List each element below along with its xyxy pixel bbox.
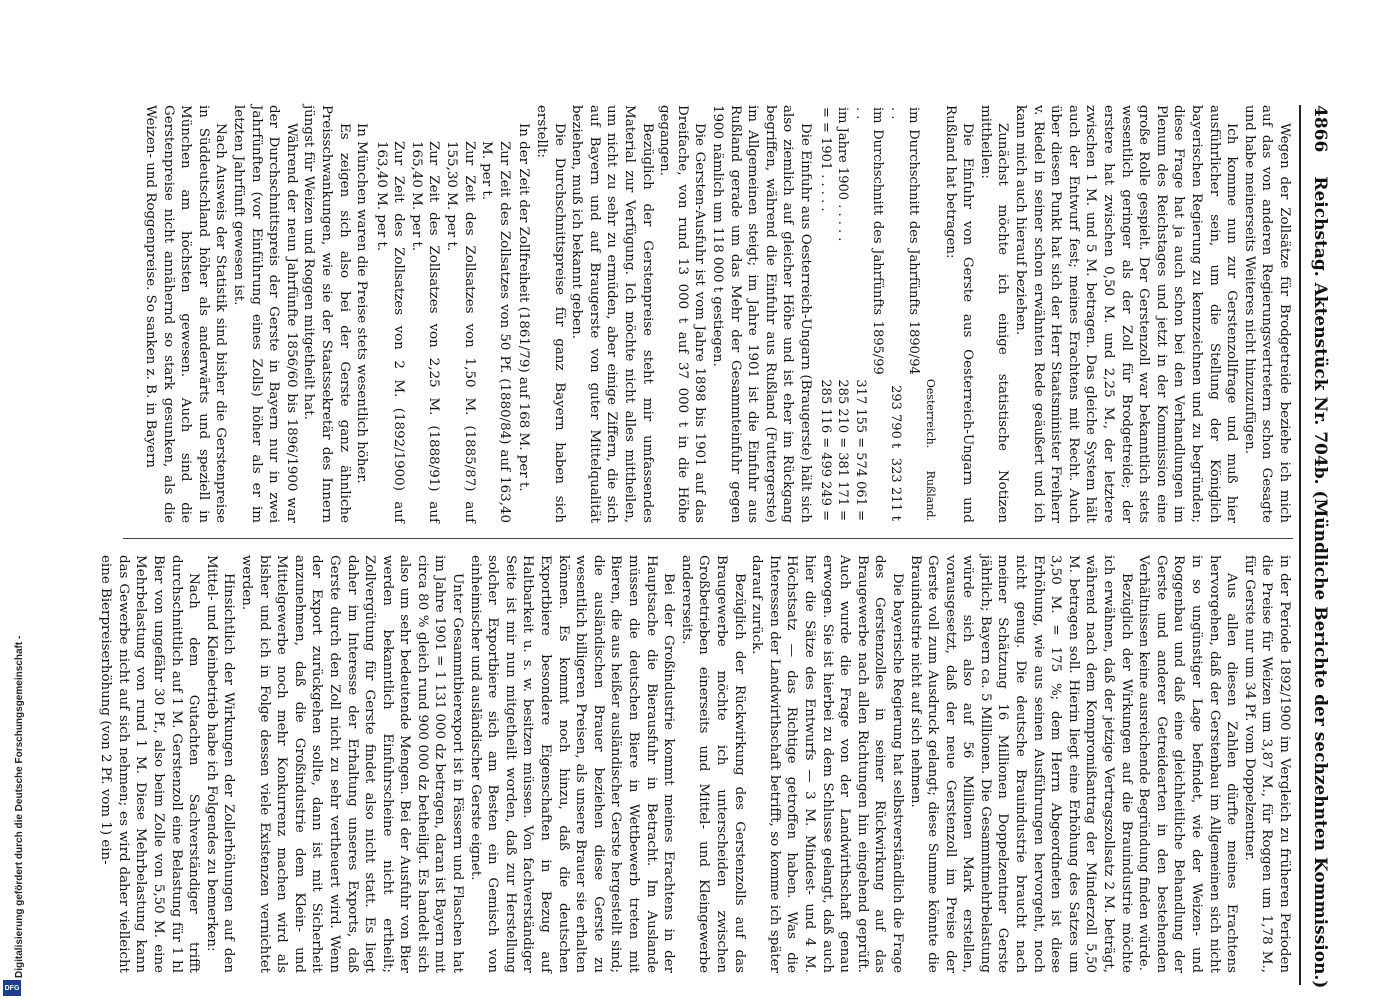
- table-row: [834, 105, 852, 523]
- paragraph: Die bayerische Regierung hat selbstverständlich die Frage des Gerstenzolles in seiner Rückwirkung auf das Braugewerbe nach allen Richtungen hin eingehend geprüft. Auch wurde die Frage von der Landwirthschaft genau erwogen. Sie ist hierbei zu dem Schlusse gelangt, daß auch hier die Sätze des Entwurfs — 3 M. Mindest- und 4 M. Höchstsatz — das Richtige getroffen haben. Was die Interessen der Landwirthschaft betrifft, so komme ich später darauf zurück.: [749, 555, 905, 973]
- paragraph: Bezüglich der Gerstenpreise steht mir umfassendes Material zur Verfügung. Ich möchte nicht alles mittheilen, um nicht zu sehr zu ermüden, aber einige Ziffern, die sich auf Bayern und auf Braugerste von guter Mittelqualität beziehen, muß ich bekannt geben.: [569, 105, 655, 523]
- paragraph: In der Zeit der Zollfreiheit (1861/79) auf 168 M. per t.: [516, 123, 532, 492]
- cell-austria: 285 210 =: [835, 379, 851, 449]
- paragraph: Unter Gesammtbierexport ist in Fässern und Flaschen hat im Jahre 1901 = 1 131 000 dz betragen, daran ist Bayern mit circa 80 % gleich rund 900 000 dz betheiligt. Es handelt sich also um sehr bedeutende Mengen. Bei der Ausfuhr von Bier werden bekanntlich Einfuhrscheine nicht ertheilt; Zollvergütung für Gerste findet also nicht statt. Es liegt daher im Interesse der Erhaltung unseres Exports, daß Gerste durch den Zoll nicht zu sehr vertheuert wird. Wenn der Export zurückgehen sollte, dann ist mit Sicherheit anzunehmen, daß die Großindustrie dem Klein- und Mittelgewerbe noch mehr Konkurrenz machen wird als bisher und ich in Folge dessen viele Existenzen vernichtet werden.: [238, 555, 466, 973]
- row-label: im Jahre 1900 . . . . .: [835, 107, 851, 242]
- paragraph: Die Durchschnittspreise für ganz Bayern haben sich erstellt:: [534, 105, 567, 523]
- paragraph: Nach Ausweis der Statistik sind bisher die Gerstenpreise in Süddeutschland höher als anderwärts und speziell in München am höchsten gewesen. Auch sind die Gerstenpreise nicht annähernd so stark gesunken, als die Weizen- und Roggenpreise. So sanken z. B. in Bayern: [143, 105, 229, 523]
- table-header: Oesterreich.: [924, 378, 938, 449]
- page-header: [1303, 105, 1337, 989]
- paragraph: Ich komme nun zur Gerstenzollfrage und muß hier ausführlicher sein, um die Stellung der Königlich bayerischen Regierung zu kennzeichnen und zu begründen; diese Frage hat ja auch schon bei den Verhandlungen im Plenum des Reichstages und jetzt in der Kommission eine große Rolle gespielt. Der Gerstenzoll war bekanntlich stets wesentlich geringer als der Zoll für Brodgetreide; der erstere hat zwischen 0,50 M. und 2,25 M., der letztere zwischen 1 M. und 5 M. betragen. Das gleiche System hält auch der Entwurf fest; meines Erachtens mit Recht. Auch über diesen Punkt hat sich der Herr Staatsminister Freiherr v. Riedel in seiner schon erwähnten Rede geäußert und ich kann mich auch hierauf beziehen.: [1013, 105, 1240, 523]
- list-item: Zur Zeit des Zollsatzes von 2,25 M. (1888/91) auf 165,40 M. per t.: [408, 141, 442, 523]
- paragraph: Bezüglich der Wirkungen auf die Brauindustrie möchte ich erwähnen, daß der jetzige Vertragszollsatz 2 M. beträgt, während nach dem Kompromißantrag der Minderzoll 5,50 M. betragen soll. Hierin liegt eine Erhöhung des Satzes um 3,50 M. = 175 %; dem Herrn Abgeordneten ist diese Erhöhung, wie aus seinen Ausführungen hervorgeht, noch nicht genug. Die deutsche Brauindustrie braucht nach meiner Schätzung 16 Millionen Doppelzentner Gerste jährlich; Bayern ca. 5 Millionen. Die Gesammtmehrbelastung würde sich also auf 56 Millionen Mark erstellen, vorausgesetzt, daß der neue Gerstenzoll im Preise der Gerste voll zum Ausdruck gelangt; diese Summe könnte die Brauindustrie nicht auf sich nehmen.: [907, 555, 1134, 973]
- paragraph: Die Einfuhr aus Oesterreich-Ungarn (Braugerste) hält sich also ziemlich auf gleicher Höhe und ist eher im Rückgang begriffen, während die Einfuhr aus Rußland (Futtergerste) im Allgemeinen steigt; im Jahre 1901 ist die Einfuhr aus Rußland gerade um das Mehr der Gesammteinfuhr gegen 1900 nämlich um 118 000 t gestiegen.: [710, 105, 813, 523]
- column-divider: [123, 538, 1293, 539]
- table-row: [851, 105, 886, 523]
- row-label: im Durchschnitt des Jahrfünfts 1895/99 . .: [852, 107, 886, 375]
- paragraph: in der Periode 1892/1900 im Vergleich zu früheren Perioden die Preise für Weizen um 3,87 M., für Roggen um 1,78 M., für Gerste nur um 34 Pf. vom Doppelzentner.: [1241, 555, 1292, 973]
- paragraph: Nach dem Gutachten Sachverständiger trifft durchschnittlich auf 1 M. Gerstenzoll eine Belastung für 1 hl Bier von ungefähr 30 Pf., also beim Zolle von 5,50 M. eine Mehrbelastung von rund 1 M. Diese Mehrbelastung kann das Gewerbe nicht auf sich nehmen; es wird daher vielleicht eine Bierpreiserhöhung (von 2 Pf. vom 1) ein-: [98, 555, 202, 973]
- paragraph: Hinsichtlich der Wirkungen der Zollerhöhungen auf den Mittel- und Kleinbetrieb habe ich Folgendes zu bemerken:: [203, 555, 237, 973]
- cell-russia: 323 211 t: [887, 457, 903, 521]
- cell-russia: 499 249 =: [817, 452, 833, 521]
- paragraph: Die Gersten-Ausfuhr ist vom Jahre 1898 bis 1901 auf das Dreifache, von rund 13 000 t auf 37 000 t in die Höhe gegangen.: [657, 105, 708, 523]
- dfg-logo: DFG: [3, 980, 21, 996]
- header-rule: [1299, 105, 1301, 985]
- page-number: 4866: [1310, 105, 1330, 153]
- cell-russia: 574 061 =: [852, 452, 868, 521]
- list-item: Zur Zeit des Zollsatzes von 1,50 M. (1885/87) auf 155,30 M. per t.: [444, 141, 477, 523]
- text-column-right: [98, 555, 1293, 973]
- paragraph: In München waren die Preise stets wesentlich höher.: [354, 123, 370, 484]
- row-label: = = 1901 . . . . .: [817, 107, 833, 212]
- paragraph: Bezüglich der Rückwirkung des Gerstenzolls auf das Braugewerbe möchte ich unterscheiden zwischen Großbetrieben einerseits und Mittel- und Kleingewerbe andererseits.: [678, 555, 747, 973]
- paragraph: Es zeigen sich also bei der Gerste ganz ähnliche Preisschwankungen, wie sie der Staatssekretär des Innern jüngst für Weizen und Roggen mitgetheilt hat.: [301, 105, 352, 523]
- table-header: Rußland.: [924, 470, 938, 521]
- list-item: Zur Zeit des Zollsatzes von 2 M. (1892/1900) auf 163,40 M. per t.: [373, 141, 407, 523]
- paragraph: Zunächst möchte ich einige statistische Notizen mittheilen:: [977, 105, 1011, 523]
- paragraph: Während der neun Jahrfünfte 1856/60 bis 1896/1900 war der Durchschnittspreis der Gerste in Bayern nur in zwei Jahrfünften (vor Einführung eines Zolls) höher als er im letzten Jahrfünft gewesen ist.: [230, 105, 299, 523]
- cell-austria: 317 155 =: [852, 379, 868, 449]
- paragraph: Die Einfuhr von Gerste aus Oesterreich-Ungarn und Rußland hat betragen:: [942, 105, 976, 523]
- price-list: [372, 141, 513, 523]
- footer-credit-text: Digitalisierung gefördert durch die Deutsche Forschungsgemeinschaft -: [14, 635, 25, 978]
- paragraph: Wegen der Zollsätze für Brodgetreide beziehe ich mich auf das von anderen Regierungsvertretern schon Gesagte und habe meinerseits Weiteres nicht hinzuzufügen.: [1241, 105, 1292, 523]
- list-item: Zur Zeit des Zollsatzes von 50 Pf. (1880/84) auf 163,40 M. per t.: [479, 141, 512, 523]
- digitization-footer: [0, 0, 26, 1000]
- text-column-left: [123, 105, 1293, 523]
- paragraph: Bei der Großindustrie kommt meines Erachtens in der Hauptsache die Bierausfuhr in Betracht. Im Auslande müssen die deutschen Biere in Wettbewerb treten mit Bieren, die aus heißer ausländischer Gerste hergestellt sind; die ausländischen Brauer beziehen diese Gerste zu wesentlich billigeren Preisen, als unsere Brauer sie erhalten können. Es kommt noch hinzu, daß die deutschen Exportbiere besondere Eigenschaften in Bezug auf Haltbarkeit u. s. w. besitzen müssen. Von fachverständiger Seite ist mir nun mitgetheilt worden, daß zur Herstellung solcher Exportbiere sich am Besten ein Gemisch von einheimischer und ausländischer Gerste eignet.: [467, 555, 677, 973]
- cell-russia: 381 171 =: [835, 452, 851, 521]
- import-statistics-table: [816, 105, 939, 523]
- cell-austria: 293 790 t: [887, 385, 903, 449]
- table-row: [886, 105, 921, 523]
- document-page: [98, 105, 1337, 989]
- paragraph: Aus allen diesen Zahlen dürfte meines Erachtens hervorgehen, daß der Gerstenbau im Allgemeinen sich nicht in so ungünstiger Lage befindet, wie der Weizen- und Roggenbau und daß eine gleichheitliche Behandlung der Gerste und anderer Getreidearten in den bestehenden Verhältnissen keine ausreichende Begründung finden würde.: [1136, 555, 1240, 973]
- table-row: [816, 105, 834, 523]
- row-label: im Durchschnitt des Jahrfünfts 1890/94 . .: [887, 107, 921, 375]
- page-header-title: Reichstag. Aktenstück Nr. 704b. (Mündliche Berichte der sechzehnten Kommission.): [1310, 176, 1330, 989]
- cell-austria: 285 116 =: [817, 379, 833, 449]
